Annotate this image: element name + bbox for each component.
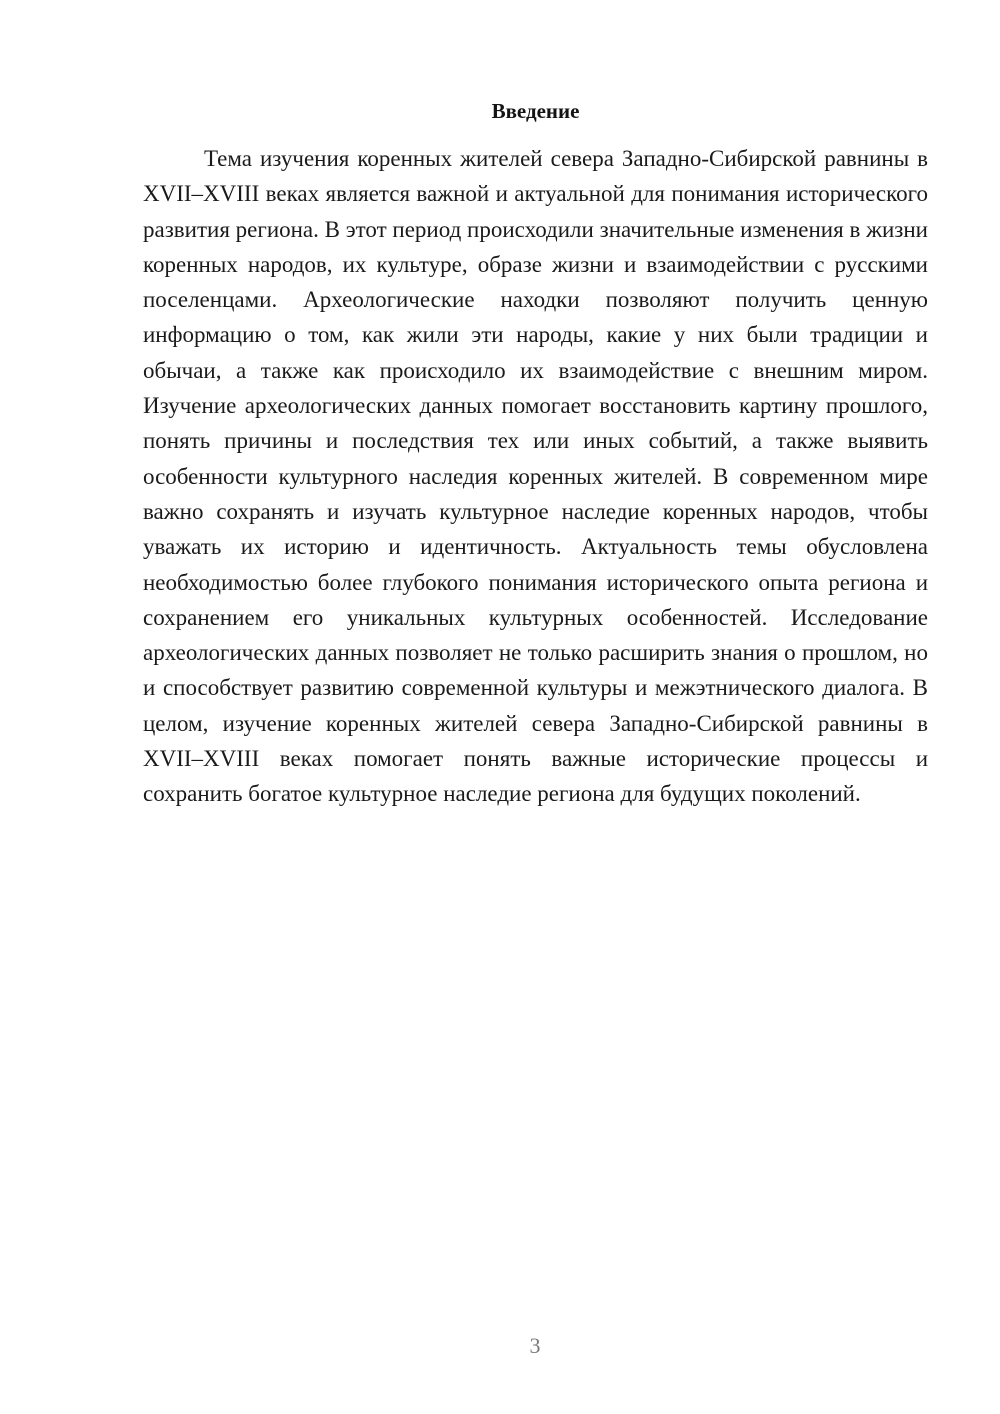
page-number: 3	[529, 1333, 541, 1358]
section-heading: Введение	[491, 99, 580, 123]
body-paragraph: Тема изучения коренных жителей севера Западно-Сибирской равнины в XVII–XVIII веках является важной и актуальной для понимания исторического развития региона. В этот период происходили значительные изменения в жизни коренных народов, их культуре, образе жизни и взаимодействии с русскими поселенцами. Археологические находки позволяют получить ценную информацию о том, как жили эти народы, какие у них были традиции и обычаи, а также как происходило их взаимодействие с внешним миром. Изучение археологических данных помогает восстановить картину прошлого, понять причины и последствия тех или иных событий, а также выявить особенности культурного наследия коренных жителей. В современном мире важно сохранять и изучать культурное наследие коренных народов, чтобы уважать их историю и идентичность. Актуальность темы обусловлена необходимостью более глубокого понимания исторического опыта региона и сохранением его уникальных культурных особенностей. Исследование археологических данных позволяет не только расширить знания о прошлом, но и способствует развитию современной культуры и межэтнического диалога. В целом, изучение коренных жителей севера Западно-Сибирской равнины в XVII–XVIII веках помогает понять важные исторические процессы и сохранить богатое культурное наследие региона для будущих поколений.	[143, 146, 928, 807]
